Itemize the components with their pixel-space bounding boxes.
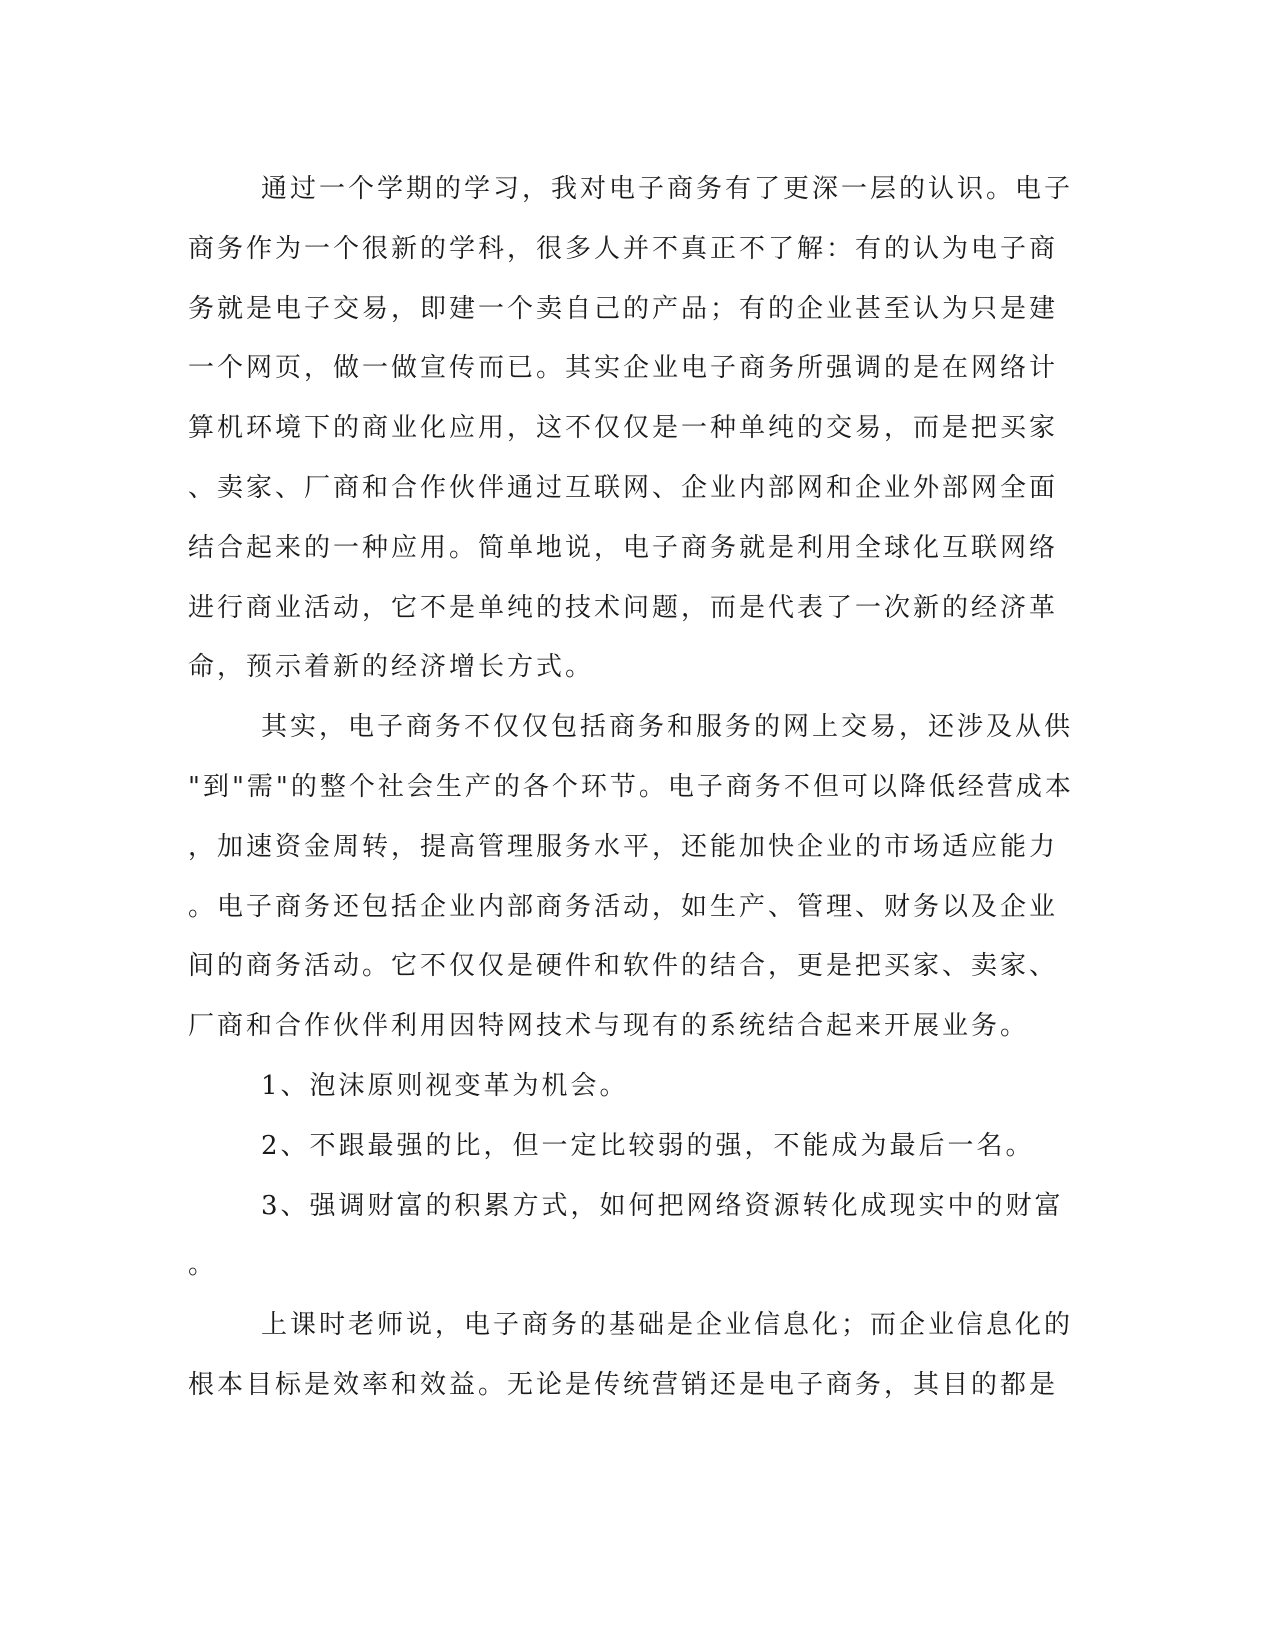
list-item: 3、强调财富的积累方式，如何把网络资源转化成现实中的财富 [261,1190,1064,1221]
text-line: 。 [188,1250,218,1281]
body-text [188,160,1074,1416]
text-line: 算机环境下的商业化应用，这不仅仅是一种单纯的交易，而是把买家 [188,413,1059,444]
text-line: 根本目标是效率和效益。无论是传统营销还是电子商务，其目的都是 [188,1369,1059,1400]
text-line: 结合起来的一种应用。简单地说，电子商务就是利用全球化互联网络 [188,532,1059,563]
text-line: 、卖家、厂商和合作伙伴通过互联网、企业内部网和企业外部网全面 [188,472,1059,503]
text-line: 。电子商务还包括企业内部商务活动，如生产、管理、财务以及企业 [188,891,1059,922]
list-item: 1、泡沫原则视变革为机会。 [261,1070,629,1101]
text-line: 厂商和合作伙伴利用因特网技术与现有的系统结合起来开展业务。 [188,1011,1030,1042]
text-line: 进行商业活动，它不是单纯的技术问题，而是代表了一次新的经济革 [188,592,1059,623]
text-line: 间的商务活动。它不仅仅是硬件和软件的结合，更是把买家、卖家、 [188,951,1059,982]
text-line: 商务作为一个很新的学科，很多人并不真正不了解：有的认为电子商 [188,233,1059,264]
text-line: 命，预示着新的经济增长方式。 [188,652,595,683]
text-line: 务就是电子交易，即建一个卖自己的产品；有的企业甚至认为只是建 [188,293,1059,324]
text-line: 上课时老师说，电子商务的基础是企业信息化；而企业信息化的 [261,1310,1074,1341]
text-line: "到"需"的整个社会生产的各个环节。电子商务不但可以降低经营成本 [188,771,1074,802]
text-line: 其实，电子商务不仅仅包括商务和服务的网上交易，还涉及从供 [261,712,1074,743]
text-line: ，加速资金周转，提高管理服务水平，还能加快企业的市场适应能力 [188,831,1059,862]
text-line: 一个网页，做一做宣传而已。其实企业电子商务所强调的是在网络计 [188,353,1059,384]
list-item: 2、不跟最强的比，但一定比较弱的强，不能成为最后一名。 [261,1130,1035,1161]
text-line: 通过一个学期的学习，我对电子商务有了更深一层的认识。电子 [261,174,1074,204]
